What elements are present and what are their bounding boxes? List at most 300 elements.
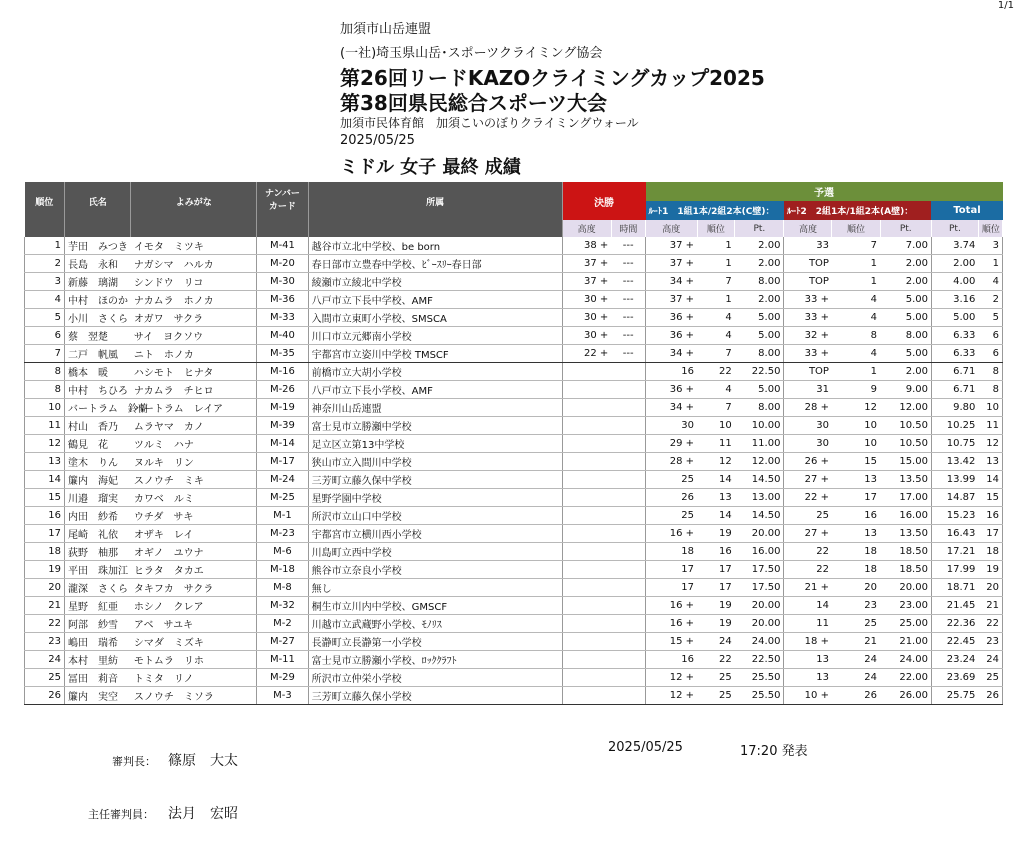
cell-num: M-35: [257, 345, 308, 363]
cell-rank: 8: [25, 363, 65, 381]
cell-tot: 5.00: [931, 309, 978, 327]
cell-r1-r: 7: [697, 273, 735, 291]
subheader-blank: [308, 220, 562, 237]
chief-judge-name: 篠原 大太: [168, 753, 238, 769]
cell-num: M-14: [257, 435, 308, 453]
cell-r1-r: 12: [697, 453, 735, 471]
cell-trk: 5: [978, 309, 1002, 327]
cell-num: M-26: [257, 381, 308, 399]
cell-name: バートラム 鈴蘭: [65, 399, 131, 417]
cell-kana: トミタ リノ: [131, 669, 257, 687]
cell-rank: 23: [25, 633, 65, 651]
cell-r2-h: 30: [784, 417, 832, 435]
cell-trk: 1: [978, 255, 1002, 273]
cell-r2-h: TOP: [784, 363, 832, 381]
main-judge-name: 法月 宏昭: [168, 806, 238, 822]
cell-f-t: [611, 597, 645, 615]
cell-f-h: [562, 525, 611, 543]
cell-r2-h: 14: [784, 597, 832, 615]
cell-kana: カワベ ルミ: [131, 489, 257, 507]
cell-r1-r: 11: [697, 435, 735, 453]
cell-tot: 21.45: [931, 597, 978, 615]
table-row: [25, 327, 1003, 345]
chief-judge-label: 審判長：: [112, 755, 156, 768]
cell-name: 中村 ほのか: [65, 291, 131, 309]
cell-r2-p: 5.00: [880, 291, 931, 309]
cell-aff: 神奈川山岳連盟: [308, 399, 562, 417]
cell-kana: ナカムラ ホノカ: [131, 291, 257, 309]
cell-r2-r: 24: [832, 651, 880, 669]
cell-rank: 12: [25, 435, 65, 453]
cell-f-h: [562, 651, 611, 669]
cell-rank: 20: [25, 579, 65, 597]
cell-r2-r: 13: [832, 471, 880, 489]
cell-aff: 入間市立東町小学校、SMSCA: [308, 309, 562, 327]
cell-aff: 足立区立第13中学校: [308, 435, 562, 453]
cell-num: M-30: [257, 273, 308, 291]
cell-r2-p: 13.50: [880, 471, 931, 489]
cell-f-h: [562, 597, 611, 615]
cell-r2-p: 18.50: [880, 543, 931, 561]
cell-f-t: [611, 507, 645, 525]
cell-r1-p: 14.50: [735, 471, 784, 489]
cell-r1-p: 20.00: [735, 525, 784, 543]
cell-r1-r: 25: [697, 687, 735, 705]
cell-name: 川邉 瑠実: [65, 489, 131, 507]
cell-r2-r: 18: [832, 561, 880, 579]
cell-trk: 3: [978, 237, 1002, 255]
table-row: [25, 633, 1003, 651]
cell-name: 中村 ちひろ: [65, 381, 131, 399]
cell-f-h: 37 +: [562, 255, 611, 273]
cell-f-t: ---: [611, 273, 645, 291]
cell-f-h: 30 +: [562, 327, 611, 345]
cell-f-t: ---: [611, 309, 645, 327]
cell-name: 内田 紗希: [65, 507, 131, 525]
cell-trk: 6: [978, 327, 1002, 345]
cell-rank: 2: [25, 255, 65, 273]
cell-tot: 6.33: [931, 327, 978, 345]
cell-trk: 16: [978, 507, 1002, 525]
cell-rank: 25: [25, 669, 65, 687]
cell-tot: 22.45: [931, 633, 978, 651]
subheader-blank: [25, 220, 65, 237]
cell-f-t: [611, 615, 645, 633]
cell-r2-r: 7: [832, 237, 880, 255]
cell-aff: 宇都宮市立横川西小学校: [308, 525, 562, 543]
cell-name: 瀧深 さくら: [65, 579, 131, 597]
cell-rank: 3: [25, 273, 65, 291]
cell-trk: 20: [978, 579, 1002, 597]
cell-r2-p: 7.00: [880, 237, 931, 255]
cell-r2-r: 26: [832, 687, 880, 705]
cell-f-t: [611, 525, 645, 543]
cell-r2-r: 18: [832, 543, 880, 561]
cell-r1-h: 16: [646, 363, 697, 381]
cell-r1-p: 20.00: [735, 615, 784, 633]
cell-r2-p: 2.00: [880, 273, 931, 291]
cell-r1-h: 34 +: [646, 273, 697, 291]
qualification-header: 予選: [646, 182, 1003, 201]
total-pt-header: Pt.: [931, 220, 978, 237]
cell-f-t: [611, 687, 645, 705]
cell-f-h: [562, 615, 611, 633]
table-row: [25, 597, 1003, 615]
cell-r1-p: 25.50: [735, 687, 784, 705]
table-row: [25, 579, 1003, 597]
table-row: [25, 561, 1003, 579]
cell-kana: オギノ ユウナ: [131, 543, 257, 561]
cell-r2-r: 15: [832, 453, 880, 471]
cell-r1-h: 29 +: [646, 435, 697, 453]
cell-tot: 3.74: [931, 237, 978, 255]
cell-f-t: [611, 633, 645, 651]
cell-kana: ムラヤマ カノ: [131, 417, 257, 435]
cell-f-t: [611, 381, 645, 399]
cell-kana: ナガシマ ハルカ: [131, 255, 257, 273]
cell-r1-h: 37 +: [646, 255, 697, 273]
table-row: [25, 345, 1003, 363]
cell-tot: 4.00: [931, 273, 978, 291]
cell-r1-r: 13: [697, 489, 735, 507]
cell-r1-p: 11.00: [735, 435, 784, 453]
cell-tot: 14.87: [931, 489, 978, 507]
cell-r2-p: 8.00: [880, 327, 931, 345]
cell-tot: 10.25: [931, 417, 978, 435]
route2-header: ﾙｰﾄ2 2組1本/1組2本(A壁)：: [784, 201, 932, 220]
cell-num: M-40: [257, 327, 308, 345]
cell-r1-p: 14.50: [735, 507, 784, 525]
cell-r1-r: 22: [697, 363, 735, 381]
cell-r2-r: 1: [832, 255, 880, 273]
table-row: [25, 687, 1003, 705]
cell-r1-h: 26: [646, 489, 697, 507]
cell-r2-r: 24: [832, 669, 880, 687]
cell-r2-r: 13: [832, 525, 880, 543]
cell-f-t: [611, 399, 645, 417]
cell-name: 星野 紅亜: [65, 597, 131, 615]
cell-rank: 21: [25, 597, 65, 615]
cell-kana: ナカムラ チヒロ: [131, 381, 257, 399]
cell-r1-r: 25: [697, 669, 735, 687]
cell-f-h: [562, 669, 611, 687]
cell-trk: 11: [978, 417, 1002, 435]
cell-rank: 6: [25, 327, 65, 345]
cell-f-t: [611, 543, 645, 561]
cell-r2-p: 21.00: [880, 633, 931, 651]
cell-name: 簾内 海妃: [65, 471, 131, 489]
cell-r2-p: 13.50: [880, 525, 931, 543]
cell-r1-r: 4: [697, 381, 735, 399]
cell-r1-r: 4: [697, 309, 735, 327]
cell-r2-r: 8: [832, 327, 880, 345]
cell-r1-p: 20.00: [735, 597, 784, 615]
cell-r1-p: 5.00: [735, 327, 784, 345]
cell-num: M-39: [257, 417, 308, 435]
cell-rank: 10: [25, 399, 65, 417]
subheader-blank: [131, 220, 257, 237]
cell-tot: 16.43: [931, 525, 978, 543]
announce-time: 17:20 発表: [740, 744, 808, 759]
cell-r1-r: 1: [697, 237, 735, 255]
cell-trk: 25: [978, 669, 1002, 687]
cell-aff: 川口市立元郷南小学校: [308, 327, 562, 345]
cell-aff: 富士見市立勝瀬中学校: [308, 417, 562, 435]
cell-r1-r: 7: [697, 345, 735, 363]
cell-f-t: ---: [611, 345, 645, 363]
cell-r1-r: 4: [697, 327, 735, 345]
cell-name: 橋本 暖: [65, 363, 131, 381]
cell-rank: 24: [25, 651, 65, 669]
cell-r1-h: 36 +: [646, 309, 697, 327]
table-row: [25, 525, 1003, 543]
announce-date: 2025/05/25: [608, 740, 683, 755]
cell-f-h: 22 +: [562, 345, 611, 363]
cell-r1-h: 12 +: [646, 669, 697, 687]
cell-name: 新藤 璃湖: [65, 273, 131, 291]
cell-trk: 17: [978, 525, 1002, 543]
cell-name: 尾崎 礼依: [65, 525, 131, 543]
cell-trk: 15: [978, 489, 1002, 507]
cell-num: M-11: [257, 651, 308, 669]
cell-r2-h: 22: [784, 561, 832, 579]
cell-r1-p: 2.00: [735, 291, 784, 309]
cell-r2-r: 20: [832, 579, 880, 597]
cell-name: 村山 香乃: [65, 417, 131, 435]
cell-name: 長島 永和: [65, 255, 131, 273]
cell-r1-p: 17.50: [735, 561, 784, 579]
cell-r2-r: 10: [832, 417, 880, 435]
route2-place-header: 順位: [832, 220, 880, 237]
rank-header: 順位: [25, 182, 65, 220]
cell-r1-r: 17: [697, 561, 735, 579]
cell-f-t: [611, 363, 645, 381]
cell-aff: 宇都宮市立姿川中学校 TMSCF: [308, 345, 562, 363]
cell-r2-p: 18.50: [880, 561, 931, 579]
event-date: 2025/05/25: [340, 133, 415, 148]
cell-r1-h: 36 +: [646, 381, 697, 399]
cell-tot: 9.80: [931, 399, 978, 417]
cell-f-t: [611, 489, 645, 507]
cell-num: M-23: [257, 525, 308, 543]
cell-r1-h: 28 +: [646, 453, 697, 471]
cell-r2-h: 13: [784, 651, 832, 669]
cell-r2-p: 9.00: [880, 381, 931, 399]
cell-r2-h: 33: [784, 237, 832, 255]
cell-f-t: [611, 669, 645, 687]
cell-tot: 18.71: [931, 579, 978, 597]
cell-r2-p: 15.00: [880, 453, 931, 471]
cell-r2-h: TOP: [784, 273, 832, 291]
cell-r1-r: 19: [697, 615, 735, 633]
cell-kana: ウチダ サキ: [131, 507, 257, 525]
cell-tot: 15.23: [931, 507, 978, 525]
cell-trk: 22: [978, 615, 1002, 633]
cell-r2-h: 13: [784, 669, 832, 687]
cell-trk: 6: [978, 345, 1002, 363]
cell-f-h: [562, 507, 611, 525]
cell-f-h: [562, 363, 611, 381]
cell-r2-h: 33 +: [784, 309, 832, 327]
cell-r2-p: 26.00: [880, 687, 931, 705]
cell-tot: 13.99: [931, 471, 978, 489]
cell-r2-r: 4: [832, 345, 880, 363]
cell-tot: 6.71: [931, 363, 978, 381]
final-height-header: 高度: [562, 220, 611, 237]
cell-kana: タキフカ サクラ: [131, 579, 257, 597]
cell-r2-h: TOP: [784, 255, 832, 273]
table-row: [25, 435, 1003, 453]
cell-r1-h: 17: [646, 579, 697, 597]
cell-tot: 6.33: [931, 345, 978, 363]
cell-r2-p: 22.00: [880, 669, 931, 687]
cell-aff: 星野学園中学校: [308, 489, 562, 507]
cell-r2-h: 30: [784, 435, 832, 453]
cell-trk: 26: [978, 687, 1002, 705]
route2-pt-header: Pt.: [880, 220, 931, 237]
cell-aff: 八戸市立下長中学校、AMF: [308, 291, 562, 309]
cell-rank: 7: [25, 345, 65, 363]
cell-r1-p: 8.00: [735, 273, 784, 291]
cell-f-t: [611, 417, 645, 435]
name-header: 氏名: [65, 182, 131, 220]
cell-r1-h: 25: [646, 507, 697, 525]
cell-r1-r: 16: [697, 543, 735, 561]
cell-r2-p: 10.50: [880, 417, 931, 435]
cell-name: 荻野 柚那: [65, 543, 131, 561]
cell-rank: 8: [25, 381, 65, 399]
cell-kana: スノウチ ミキ: [131, 471, 257, 489]
cell-r2-h: 18 +: [784, 633, 832, 651]
cell-name: 平田 珠加江: [65, 561, 131, 579]
cell-r1-h: 37 +: [646, 237, 697, 255]
cell-r1-h: 16: [646, 651, 697, 669]
cell-rank: 5: [25, 309, 65, 327]
cell-kana: ツルミ ハナ: [131, 435, 257, 453]
cell-r2-p: 2.00: [880, 255, 931, 273]
cell-f-h: [562, 381, 611, 399]
cell-rank: 13: [25, 453, 65, 471]
cell-r1-h: 18: [646, 543, 697, 561]
route1-pt-header: Pt.: [735, 220, 784, 237]
table-row: [25, 507, 1003, 525]
table-row: [25, 543, 1003, 561]
cell-r1-h: 15 +: [646, 633, 697, 651]
cell-num: M-8: [257, 579, 308, 597]
cell-r1-r: 14: [697, 507, 735, 525]
cell-r2-r: 9: [832, 381, 880, 399]
cell-rank: 18: [25, 543, 65, 561]
cell-r2-r: 25: [832, 615, 880, 633]
cell-r2-h: 10 +: [784, 687, 832, 705]
cell-r2-r: 17: [832, 489, 880, 507]
cell-f-h: 30 +: [562, 291, 611, 309]
cell-tot: 25.75: [931, 687, 978, 705]
cell-name: 鶴見 花: [65, 435, 131, 453]
cell-r1-p: 8.00: [735, 399, 784, 417]
cell-num: M-24: [257, 471, 308, 489]
cell-f-t: [611, 579, 645, 597]
cell-tot: 23.69: [931, 669, 978, 687]
cell-r2-h: 28 +: [784, 399, 832, 417]
cell-r2-h: 25: [784, 507, 832, 525]
cell-rank: 4: [25, 291, 65, 309]
cell-r2-h: 27 +: [784, 471, 832, 489]
cell-r2-r: 16: [832, 507, 880, 525]
cell-aff: 川島町立西中学校: [308, 543, 562, 561]
venue: 加須市民体育館 加須こいのぼりクライミングウォール: [340, 116, 639, 130]
cell-num: M-36: [257, 291, 308, 309]
category-title: ミドル 女子 最終 成績: [340, 157, 521, 178]
cell-num: M-20: [257, 255, 308, 273]
cell-r2-r: 12: [832, 399, 880, 417]
cell-r1-h: 30: [646, 417, 697, 435]
cell-rank: 15: [25, 489, 65, 507]
cell-tot: 13.42: [931, 453, 978, 471]
cell-r2-r: 4: [832, 309, 880, 327]
cell-trk: 19: [978, 561, 1002, 579]
cell-num: M-33: [257, 309, 308, 327]
main-judge-label: 主任審判員：: [88, 808, 154, 821]
cell-trk: 8: [978, 381, 1002, 399]
table-row: [25, 363, 1003, 381]
cell-kana: オザキ レイ: [131, 525, 257, 543]
cell-r2-r: 23: [832, 597, 880, 615]
table-row: [25, 651, 1003, 669]
cell-f-t: [611, 651, 645, 669]
cell-f-h: [562, 489, 611, 507]
cell-rank: 16: [25, 507, 65, 525]
table-row: [25, 309, 1003, 327]
cell-r2-p: 17.00: [880, 489, 931, 507]
cell-tot: 3.16: [931, 291, 978, 309]
subheader-blank: [65, 220, 131, 237]
cell-tot: 22.36: [931, 615, 978, 633]
cell-r1-p: 16.00: [735, 543, 784, 561]
organizer-2: (一社)埼玉県山岳･スポーツクライミング協会: [340, 46, 603, 61]
route1-header: ﾙｰﾄ1 1組1本/2組2本(C壁)：: [646, 201, 784, 220]
cell-name: 嶋田 瑞希: [65, 633, 131, 651]
cell-r1-h: 25: [646, 471, 697, 489]
cell-num: M-18: [257, 561, 308, 579]
cell-r2-p: 25.00: [880, 615, 931, 633]
cell-r1-p: 8.00: [735, 345, 784, 363]
cell-r1-p: 17.50: [735, 579, 784, 597]
results-table: [24, 182, 1003, 705]
cell-trk: 12: [978, 435, 1002, 453]
cell-num: M-6: [257, 543, 308, 561]
total-header: Total: [931, 201, 1002, 220]
cell-r2-p: 5.00: [880, 309, 931, 327]
cell-r2-r: 1: [832, 273, 880, 291]
cell-aff: 前橋市立大胡小学校: [308, 363, 562, 381]
cell-r1-r: 1: [697, 291, 735, 309]
cell-num: M-41: [257, 237, 308, 255]
cell-r1-r: 19: [697, 525, 735, 543]
cell-r2-p: 23.00: [880, 597, 931, 615]
cell-f-t: [611, 471, 645, 489]
cell-num: M-1: [257, 507, 308, 525]
cell-f-h: [562, 633, 611, 651]
cell-num: M-19: [257, 399, 308, 417]
cell-r2-p: 12.00: [880, 399, 931, 417]
cell-f-h: [562, 471, 611, 489]
cell-aff: 桐生市立川内中学校、GMSCF: [308, 597, 562, 615]
cell-r2-r: 21: [832, 633, 880, 651]
cell-name: 冨田 莉音: [65, 669, 131, 687]
cell-kana: シマダ ミズキ: [131, 633, 257, 651]
cell-r1-h: 16 +: [646, 525, 697, 543]
